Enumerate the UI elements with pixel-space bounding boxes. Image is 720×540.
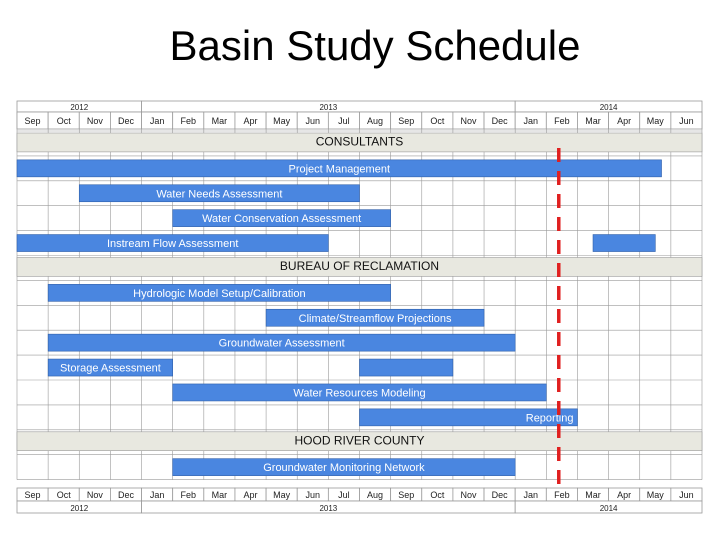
month-label: Oct [430, 490, 445, 500]
month-label: Sep [24, 490, 41, 500]
month-label: Jun [305, 490, 321, 500]
month-label: Nov [460, 116, 477, 126]
month-label: Nov [86, 116, 103, 126]
task-label: Groundwater Monitoring Network [263, 462, 425, 475]
month-label: Feb [554, 116, 570, 126]
month-label: Oct [56, 490, 71, 500]
task-label: Storage Assessment [59, 362, 161, 375]
task-label: Instream Flow Assessment [106, 238, 239, 251]
month-label: Apr [617, 116, 632, 126]
month-label: Sep [398, 116, 415, 126]
task-label: Water Needs Assessment [156, 188, 283, 201]
section-label: BUREAU OF RECLAMATION [279, 258, 440, 273]
task-label: Reporting [525, 412, 574, 425]
month-label: May [273, 490, 291, 500]
month-label: Oct [56, 116, 71, 126]
month-label: Jun [679, 116, 694, 126]
task-label: Groundwater Assessment [218, 337, 345, 350]
task-label: Climate/Streamflow Projections [298, 312, 452, 325]
month-label: Feb [180, 116, 197, 126]
month-label: Jul [338, 490, 350, 500]
task-label: Hydrologic Model Setup/Calibration [133, 287, 306, 300]
month-label: Sep [24, 116, 41, 126]
month-label: Mar [211, 490, 228, 500]
month-label: Nov [460, 490, 477, 500]
year-label: 2013 [319, 504, 338, 513]
month-label: May [646, 490, 664, 500]
month-label: Nov [86, 490, 103, 500]
month-label: Jun [679, 490, 694, 500]
month-label: Sep [398, 490, 415, 500]
section-label: CONSULTANTS [315, 134, 404, 149]
month-label: Dec [117, 116, 134, 126]
month-label: Aug [367, 490, 384, 500]
month-label: Aug [367, 116, 384, 126]
month-label: Oct [430, 116, 445, 126]
task-bar [593, 235, 655, 252]
month-label: Jul [338, 116, 350, 126]
month-label: Dec [117, 490, 134, 500]
year-label: 2014 [599, 103, 618, 112]
year-label: 2014 [599, 504, 618, 513]
month-label: Dec [491, 490, 508, 500]
year-label: 2012 [70, 504, 89, 513]
month-label: Mar [585, 490, 601, 500]
task-label: Project Management [288, 163, 391, 176]
task-label: Water Resources Modeling [293, 387, 426, 400]
task-bar [360, 359, 453, 376]
month-label: Jan [523, 116, 539, 126]
section-label: HOOD RIVER COUNTY [294, 433, 425, 448]
month-label: May [273, 116, 291, 126]
month-label: Mar [585, 116, 601, 126]
month-label: Apr [617, 490, 632, 500]
month-label: Dec [491, 116, 508, 126]
month-label: Apr [243, 116, 258, 126]
month-label: Feb [180, 490, 197, 500]
year-label: 2013 [319, 103, 338, 112]
month-label: Jan [523, 490, 539, 500]
month-label: Jan [149, 490, 165, 500]
month-label: Apr [243, 490, 258, 500]
chart-title: Basin Study Schedule [169, 22, 581, 69]
year-label: 2012 [70, 103, 89, 112]
month-label: May [646, 116, 664, 126]
task-label: Water Conservation Assessment [202, 213, 362, 226]
month-label: Jun [305, 116, 321, 126]
month-label: Feb [554, 490, 570, 500]
month-label: Mar [211, 116, 228, 126]
month-label: Jan [149, 116, 165, 126]
